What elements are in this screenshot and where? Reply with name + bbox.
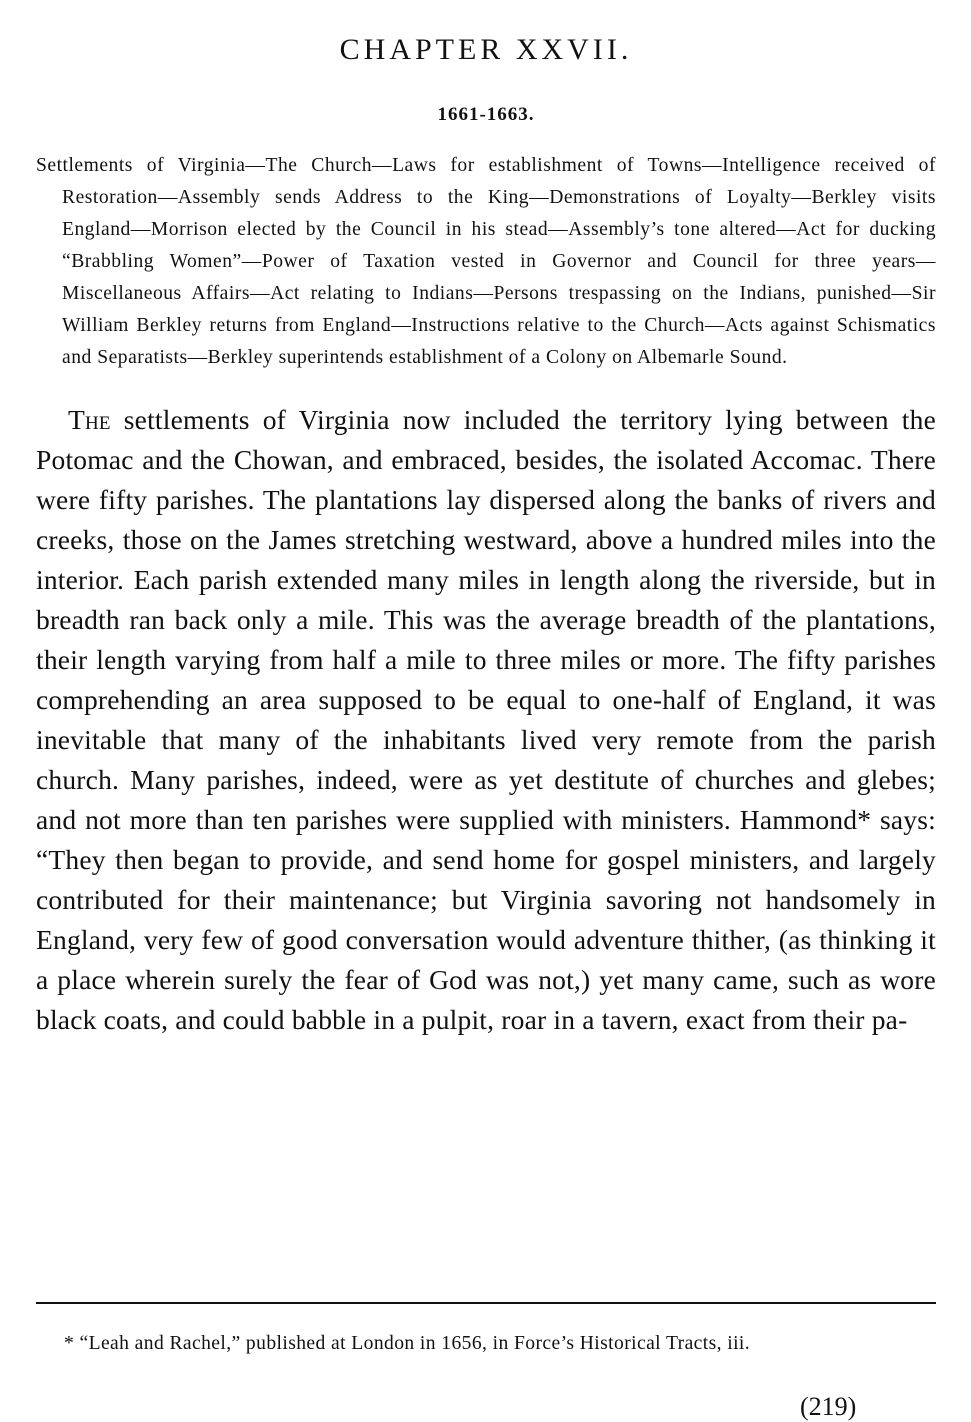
footnote-divider [36, 1302, 936, 1304]
lead-word: The [68, 404, 111, 435]
chapter-summary: Settlements of Virginia—The Church—Laws for establishment of Towns—Intelligence received of Restoration—Assembly sends Address to the King—Demonstrations of Loyalty—Berkley visits England—Morrison elected by the Council in his stead—Assembly’s tone altered—Act for ducking “Brabbling Women”—Power of Taxation vested in Governor and Council for three years—Miscellaneous Affairs—Act relating to Indians—Persons trespassing on the Indians, punished—Sir William Berkley returns from England—Instructions relative to the Church—Acts against Schismatics and Separatists—Berkley superintends establishment of a Colony on Albemarle Sound. [36, 155, 936, 368]
page [36, 28, 936, 1068]
body-text: settlements of Virginia now included the territory lying between the Potomac and the Chowan, and embraced, besides, the isolated Accomac. There were fifty parishes. The plantations lay dispersed along the banks of rivers and creeks, those on the James stretching westward, above a hundred miles into the interior. Each parish extended many miles in length along the riverside, but in breadth ran back only a mile. This was the average breadth of the plantations, their length varying from half a mile to three miles or more. The fifty parishes comprehending an area supposed to be equal to one-half of England, it was inevitable that many of the inhabitants lived very remote from the parish church. Many parishes, indeed, were as yet destitute of churches and glebes; and not more than ten parishes were supplied with ministers. Hammond* says: “They then began to provide, and send home for gospel ministers, and largely contributed for their maintenance; but Virginia savoring not handsomely in England, very few of good conversation would adventure thither, (as thinking it a place wherein surely the fear of God was not,) yet many came, such as wore black coats, and could babble in a pulpit, roar in a tavern, exact from their pa- [36, 404, 936, 1035]
chapter-dates: 1661-1663. [437, 104, 535, 125]
chapter-title: CHAPTER XXVII. [339, 33, 633, 66]
body-paragraph [36, 400, 936, 1040]
footnote: * “Leah and Rachel,” published at London in 1656, in Force’s Historical Tracts, iii. [64, 1333, 751, 1354]
page-number: (219) [800, 1392, 857, 1421]
